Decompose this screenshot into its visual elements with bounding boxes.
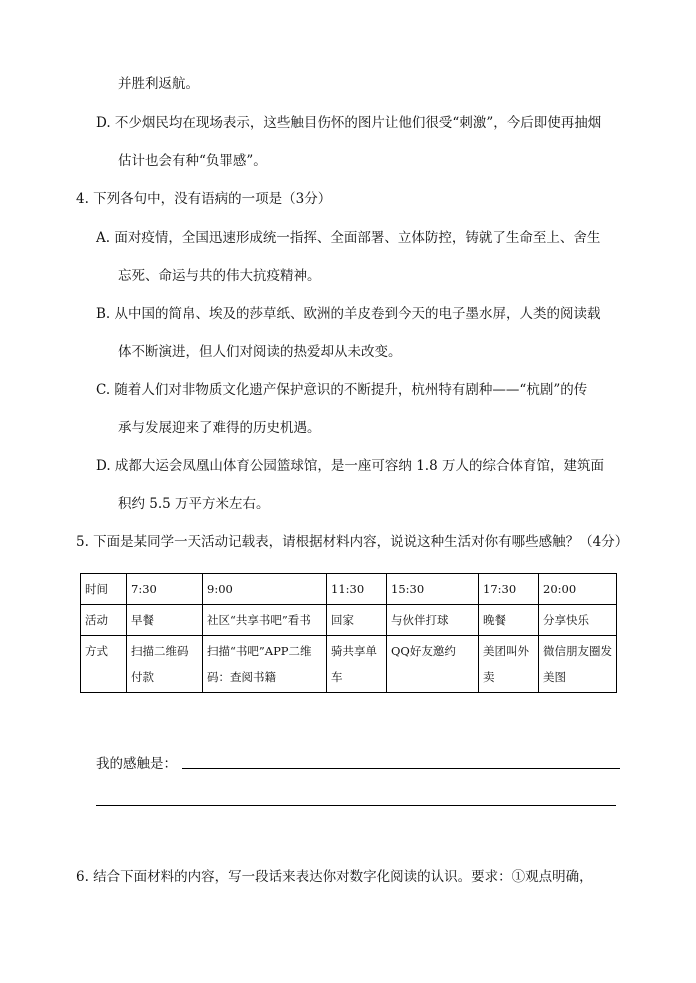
table-cell: 11:30 <box>327 574 387 605</box>
table-header-cell: 活动 <box>81 605 127 636</box>
question-4-option-d-line-1: D. 成都大运会凤凰山体育公园篮球馆，是一座可容纳 1.8 万人的综合体育馆，建筑面 <box>96 458 604 474</box>
table-header-cell: 方式 <box>81 636 127 693</box>
answer-blank-line-1[interactable] <box>182 768 620 769</box>
table-row <box>81 574 617 605</box>
question-4-option-b-line-1: B. 从中国的简帛、埃及的莎草纸、欧洲的羊皮卷到今天的电子墨水屏，人类的阅读载 <box>96 306 601 322</box>
question-4-title: 4. 下列各句中，没有语病的一项是（3分） <box>76 191 332 207</box>
table-cell: QQ好友邀约 <box>387 636 479 693</box>
option-d-line-2: 估计也会有种“负罪感”。 <box>118 153 267 169</box>
question-4-option-b-line-2: 体不断演进，但人们对阅读的热爱却从未改变。 <box>118 344 402 360</box>
table-cell: 9:00 <box>203 574 327 605</box>
question-4-option-c-line-1: C. 随着人们对非物质文化遗产保护意识的不断提升，杭州特有剧种——“杭剧”的传 <box>96 382 588 398</box>
question-4-option-c-line-2: 承与发展迎来了难得的历史机遇。 <box>118 420 321 436</box>
table-cell: 早餐 <box>127 605 203 636</box>
question-4-option-a-line-1: A. 面对疫情，全国迅速形成统一指挥、全面部署、立体防控，铸就了生命至上、舍生 <box>96 230 601 246</box>
question-4-option-d-line-2: 积约 5.5 万平方米左右。 <box>118 496 270 512</box>
table-cell: 与伙伴打球 <box>387 605 479 636</box>
text-line: 并胜利返航。 <box>118 76 199 92</box>
table-cell: 7:30 <box>127 574 203 605</box>
option-d-line-1: D. 不少烟民均在现场表示，这些触目伤怀的图片让他们很受“刺激”，今后即使再抽烟 <box>96 115 602 131</box>
table-row <box>81 605 617 636</box>
table-header-cell: 时间 <box>81 574 127 605</box>
answer-label: 我的感触是： <box>96 756 177 772</box>
table-cell: 晚餐 <box>479 605 539 636</box>
question-5-title: 5. 下面是某同学一天活动记载表，请根据材料内容，说说这种生活对你有哪些感触？（4分） <box>76 534 629 550</box>
table-cell: 美团叫外卖 <box>479 636 539 693</box>
table-cell: 扫描二维码付款 <box>127 636 203 693</box>
activity-table <box>80 573 617 693</box>
table-cell: 20:00 <box>539 574 617 605</box>
table-cell: 17:30 <box>479 574 539 605</box>
question-4-option-a-line-2: 忘死、命运与共的伟大抗疫精神。 <box>118 268 321 284</box>
table-cell: 骑共享单车 <box>327 636 387 693</box>
table-cell: 15:30 <box>387 574 479 605</box>
table-cell: 社区“共享书吧”看书 <box>203 605 327 636</box>
table-cell: 扫描“书吧”APP二维码：查阅书籍 <box>203 636 327 693</box>
question-6-title: 6. 结合下面材料的内容，写一段话来表达你对数字化阅读的认识。要求：①观点明确， <box>76 869 593 885</box>
table-cell: 回家 <box>327 605 387 636</box>
table-row <box>81 636 617 693</box>
table-cell: 微信朋友圈发美图 <box>539 636 617 693</box>
table-cell: 分享快乐 <box>539 605 617 636</box>
answer-blank-line-2[interactable] <box>96 805 616 806</box>
